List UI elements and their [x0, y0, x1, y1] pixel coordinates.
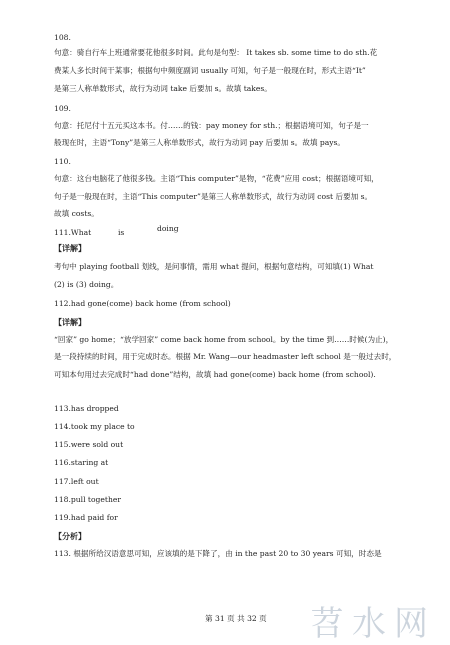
text-line: 是一段持续的时间，用于完成时态。根据 Mr. Wang—our headmaster left school 是一般过去时，	[54, 352, 397, 361]
text-line: 111.What	[54, 228, 92, 237]
text-line: 116.staring at	[54, 458, 109, 467]
section-heading: 【详解】	[54, 317, 86, 327]
text-line: (2) is (3) doing。	[54, 280, 119, 289]
section-heading: 【分析】	[54, 531, 86, 541]
watermark-logo: 苕水网	[310, 604, 436, 644]
text-line: 句意：骑自行车上班通常要花他很多时间。此句是句型： It takes sb. some time to do sth.花	[54, 48, 378, 57]
text-line: 117.left out	[54, 477, 99, 486]
text-line: 考句中 playing football 划线，是问事情，需用 what 提问，根据句意结构，可知填(1) What	[54, 262, 374, 271]
text-line: 句意：这台电脑花了他很多钱。主语“This computer”是物，“花费”应用 cost；根据语境可知，	[54, 174, 379, 183]
text-line: 般现在时，主语“Tony”是第三人称单数形式，故行为动词 pay 后要加 s。故填 pays。	[54, 138, 346, 147]
text-line: 110.	[54, 157, 71, 166]
text-line: 115.were sold out	[54, 440, 124, 449]
text-line: is	[118, 228, 125, 237]
text-line: 109.	[54, 104, 71, 113]
text-line: “回家” go home；“放学回家” come back home from school。by the time 到……时候(为止)，	[54, 335, 394, 344]
text-line: 114.took my place to	[54, 422, 135, 431]
text-line: 句意：托尼付十五元买这本书。付……的钱：pay money for sth.；根据语境可知，句子是一	[54, 121, 369, 130]
text-line: 113.has dropped	[54, 404, 119, 413]
text-line: 句子是一般现在时，主语“This computer”是第三人称单数形式，故行为动词 cost 后要加 s。	[54, 192, 373, 201]
text-line: 是第三人称单数形式，故行为动词 take 后要加 s。故填 takes。	[54, 84, 272, 93]
section-heading: 【详解】	[54, 243, 86, 253]
text-line: 故填 costs。	[54, 209, 99, 218]
page-footer: 第 31 页 共 32 页	[205, 614, 267, 623]
text-line: 108.	[54, 33, 71, 42]
text-line: 可知本句用过去完成时“had done”结构，故填 had gone(come) back home (from school).	[54, 370, 376, 379]
text-line: 118.pull together	[54, 495, 121, 504]
text-line: doing	[157, 224, 179, 233]
text-line: 119.had paid for	[54, 513, 118, 522]
text-line: 费某人多长时间干某事；根据句中频度副词 usually 可知，句子是一般现在时，形式主语“It”	[54, 66, 366, 75]
text-line: 112.had gone(come) back home (from school)	[54, 299, 231, 308]
text-line: 113. 根据所给汉语意思可知，应该填的是下降了，由 in the past 20 to 30 years 可知，时态是	[54, 549, 382, 558]
